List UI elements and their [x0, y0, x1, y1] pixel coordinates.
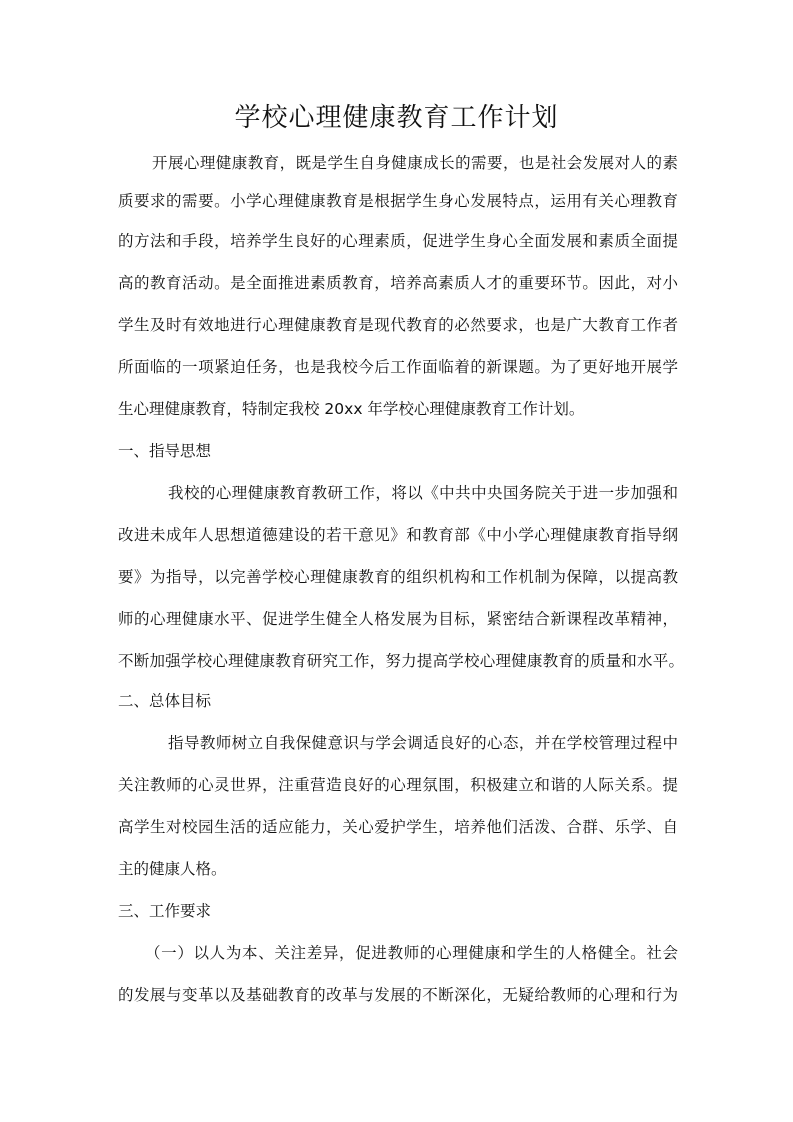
intro-line-6: 所面临的一项紧迫任务，也是我校今后工作面临着的新课题。为了更好地开展学: [118, 358, 678, 376]
intro-line-5: 学生及时有效地进行心理健康教育是现代教育的必然要求，也是广大教育工作者: [118, 316, 678, 334]
section1-line-3: 要》为指导，以完善学校心理健康教育的组织机构和工作机制为保障，以提高教: [118, 568, 678, 586]
section1-line-2: 改进未成年人思想道德建设的若干意见》和教育部《中小学心理健康教育指导纲: [118, 526, 678, 544]
section-heading-overall-goals: 二、总体目标: [118, 692, 212, 710]
intro-line-7: 生心理健康教育，特制定我校 20xx 年学校心理健康教育工作计划。: [118, 400, 585, 418]
section3-line-2: 的发展与变革以及基础教育的改革与发展的不断深化，无疑给教师的心理和行为: [118, 986, 678, 1004]
section3-line-1: （一）以人为本、关注差异，促进教师的心理健康和学生的人格健全。社会: [145, 944, 678, 962]
intro-line-1: 开展心理健康教育，既是学生自身健康成长的需要，也是社会发展对人的素: [152, 154, 678, 172]
intro-line-2: 质要求的需要。小学心理健康教育是根据学生身心发展特点，运用有关心理教育: [118, 192, 678, 210]
document-title: 学校心理健康教育工作计划: [234, 103, 559, 133]
intro-line-4: 高的教育活动。是全面推进素质教育，培养高素质人才的重要环节。因此，对小: [118, 274, 678, 292]
section2-line-2: 关注教师的心灵世界，注重营造良好的心理氛围，积极建立和谐的人际关系。提: [118, 776, 678, 794]
section-heading-guiding-thought: 一、指导思想: [118, 442, 212, 460]
section2-line-4: 主的健康人格。: [118, 860, 227, 878]
intro-line-3: 的方法和手段，培养学生良好的心理素质，促进学生身心全面发展和素质全面提: [118, 232, 678, 250]
section-heading-work-requirements: 三、工作要求: [118, 902, 212, 920]
section2-line-3: 高学生对校园生活的适应能力，关心爱护学生，培养他们活泼、合群、乐学、自: [118, 818, 678, 836]
section2-line-1: 指导教师树立自我保健意识与学会调适良好的心态，并在学校管理过程中: [168, 734, 678, 752]
section1-line-1: 我校的心理健康教育教研工作，将以《中共中央国务院关于进一步加强和: [168, 484, 678, 502]
section1-line-5: 不断加强学校心理健康教育研究工作，努力提高学校心理健康教育的质量和水平。: [118, 652, 684, 670]
section1-line-4: 师的心理健康水平、促进学生健全人格发展为目标，紧密结合新课程改革精神，: [118, 610, 678, 628]
